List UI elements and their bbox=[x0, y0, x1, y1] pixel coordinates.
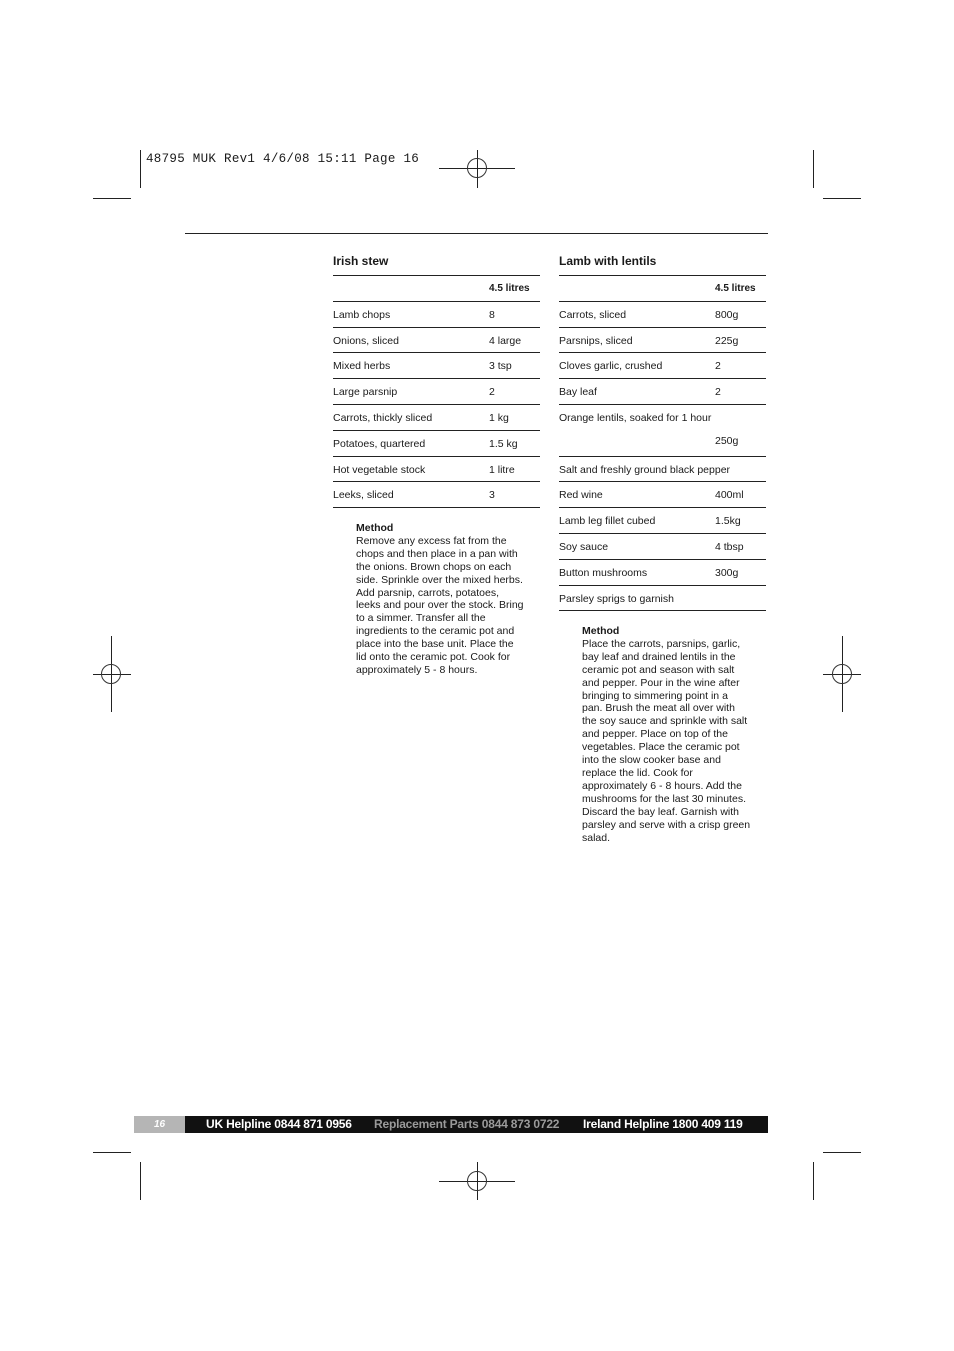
ireland-helpline: Ireland Helpline 1800 409 119 bbox=[583, 1117, 743, 1131]
method-line: the onions. Brown chops on each bbox=[356, 560, 512, 573]
ingredient-name: Red wine bbox=[559, 489, 603, 502]
table-row bbox=[333, 457, 540, 483]
printer-slug: 48795 MUK Rev1 4/6/08 15:11 Page 16 bbox=[146, 152, 420, 166]
ingredient-qty: 2 bbox=[489, 386, 495, 399]
ingredient-name: Cloves garlic, crushed bbox=[559, 360, 663, 373]
ingredient-name: Bay leaf bbox=[559, 386, 597, 399]
method-line: pan. Brush the meat all over with bbox=[582, 702, 735, 715]
ingredient-qty: 4 large bbox=[489, 334, 522, 347]
recipe-irish-stew bbox=[333, 245, 540, 508]
method-line: replace the lid. Cook for bbox=[582, 766, 693, 779]
ingredient-qty: 1.5 kg bbox=[489, 437, 518, 450]
replacement-parts-helpline: Replacement Parts 0844 873 0722 bbox=[374, 1117, 560, 1131]
table-row bbox=[559, 534, 766, 560]
ingredient-qty: 225g bbox=[715, 334, 739, 347]
ingredient-qty: 3 bbox=[489, 489, 495, 502]
method-line: Add parsnip, carrots, potatoes, bbox=[356, 586, 499, 599]
ingredient-qty: 400ml bbox=[715, 489, 744, 502]
ingredient-qty: 1 kg bbox=[489, 411, 509, 424]
ingredient-name: Parsnips, sliced bbox=[559, 334, 633, 347]
table-row bbox=[333, 482, 540, 508]
ingredient-qty: 1 litre bbox=[489, 463, 515, 476]
method-line: to a simmer. Transfer all the bbox=[356, 612, 486, 625]
method-line: Remove any excess fat from the bbox=[356, 534, 507, 547]
recipe-title: Irish stew bbox=[333, 254, 389, 268]
recipe-lamb-with-lentils bbox=[559, 245, 766, 611]
method-title: Method bbox=[356, 522, 394, 534]
table-header-row bbox=[333, 276, 540, 302]
method-line: vegetables. Place the ceramic pot bbox=[582, 741, 740, 754]
method-line: ceramic pot and season with salt bbox=[582, 663, 735, 676]
method-line: side. Sprinkle over the mixed herbs. bbox=[356, 573, 523, 586]
ingredient-name: Soy sauce bbox=[559, 540, 609, 553]
ingredient-name: Mixed herbs bbox=[333, 360, 391, 373]
method-line: chops and then place in a pan with bbox=[356, 547, 518, 560]
ingredient-qty: 300g bbox=[715, 566, 739, 579]
ingredient-name: Button mushrooms bbox=[559, 566, 648, 579]
method-line: and pepper. Pour in the wine after bbox=[582, 676, 740, 689]
method-title: Method bbox=[582, 625, 620, 637]
table-row bbox=[333, 379, 540, 405]
ingredient-name: Salt and freshly ground black pepper bbox=[559, 463, 731, 476]
method-line: lid onto the ceramic pot. Cook for bbox=[356, 651, 511, 664]
method-line: approximately 6 - 8 hours. Add the bbox=[582, 779, 742, 792]
ingredient-name: Leeks, sliced bbox=[333, 489, 394, 502]
ingredient-qty: 800g bbox=[715, 308, 739, 321]
table-row bbox=[559, 405, 766, 457]
header-rule bbox=[185, 233, 768, 234]
ingredient-name: Parsley sprigs to garnish bbox=[559, 592, 674, 605]
method-line: salad. bbox=[582, 831, 611, 844]
table-row bbox=[559, 586, 766, 612]
ingredient-name: Orange lentils, soaked for 1 hour bbox=[559, 411, 712, 424]
ingredient-name: Hot vegetable stock bbox=[333, 463, 426, 476]
ingredient-qty: 250g bbox=[715, 434, 739, 447]
table-row bbox=[559, 482, 766, 508]
recipe-title: Lamb with lentils bbox=[559, 254, 657, 268]
method-line: leeks and pour over the stock. Bring bbox=[356, 599, 524, 612]
table-row bbox=[559, 379, 766, 405]
table-row bbox=[333, 328, 540, 354]
ingredient-qty: 2 bbox=[715, 360, 721, 373]
method-line: bringing to simmering point in a bbox=[582, 689, 728, 702]
ingredient-name: Carrots, thickly sliced bbox=[333, 411, 433, 424]
ingredient-name: Lamb chops bbox=[333, 308, 391, 321]
size-header: 4.5 litres bbox=[715, 283, 756, 294]
table-row bbox=[559, 328, 766, 354]
method-line: parsley and serve with a crisp green bbox=[582, 818, 751, 831]
helpline-footer-bar bbox=[134, 1116, 768, 1133]
method-line: approximately 5 - 8 hours. bbox=[356, 663, 478, 676]
table-header-row bbox=[559, 276, 766, 302]
ingredient-name: Large parsnip bbox=[333, 386, 398, 399]
ingredient-qty: 1.5kg bbox=[715, 515, 741, 528]
table-row bbox=[559, 302, 766, 328]
table-row bbox=[559, 457, 766, 483]
table-row bbox=[333, 405, 540, 431]
table-row bbox=[333, 353, 540, 379]
method-line: and pepper. Place on top of the bbox=[582, 728, 728, 741]
ingredients-table bbox=[333, 275, 540, 508]
method-line: place into the base unit. Place the bbox=[356, 638, 514, 651]
method-irish-stew bbox=[356, 522, 524, 677]
ingredients-table bbox=[559, 275, 766, 611]
method-line: bay leaf and drained lentils in the bbox=[582, 650, 736, 663]
uk-helpline: UK Helpline 0844 871 0956 bbox=[206, 1117, 352, 1131]
method-line: mushrooms for the last 30 minutes. bbox=[582, 792, 746, 805]
table-row bbox=[333, 302, 540, 328]
ingredient-name: Lamb leg fillet cubed bbox=[559, 515, 656, 528]
page-number: 16 bbox=[134, 1116, 185, 1133]
ingredient-qty: 2 bbox=[715, 386, 721, 399]
table-row bbox=[559, 353, 766, 379]
method-line: Discard the bay leaf. Garnish with bbox=[582, 805, 739, 818]
method-line: Place the carrots, parsnips, garlic, bbox=[582, 637, 741, 650]
size-header: 4.5 litres bbox=[489, 283, 530, 294]
method-line: ingredients to the ceramic pot and bbox=[356, 625, 515, 638]
ingredient-name: Potatoes, quartered bbox=[333, 437, 426, 450]
table-row bbox=[333, 431, 540, 457]
method-line: the soy sauce and sprinkle with salt bbox=[582, 715, 748, 728]
method-lamb-with-lentils bbox=[582, 625, 750, 844]
method-line: into the slow cooker base and bbox=[582, 754, 721, 767]
table-row bbox=[559, 560, 766, 586]
table-row bbox=[559, 508, 766, 534]
ingredient-qty: 3 tsp bbox=[489, 360, 512, 373]
ingredient-name: Carrots, sliced bbox=[559, 308, 627, 321]
ingredient-name: Onions, sliced bbox=[333, 334, 399, 347]
ingredient-qty: 8 bbox=[489, 308, 495, 321]
ingredient-qty: 4 tbsp bbox=[715, 540, 744, 553]
